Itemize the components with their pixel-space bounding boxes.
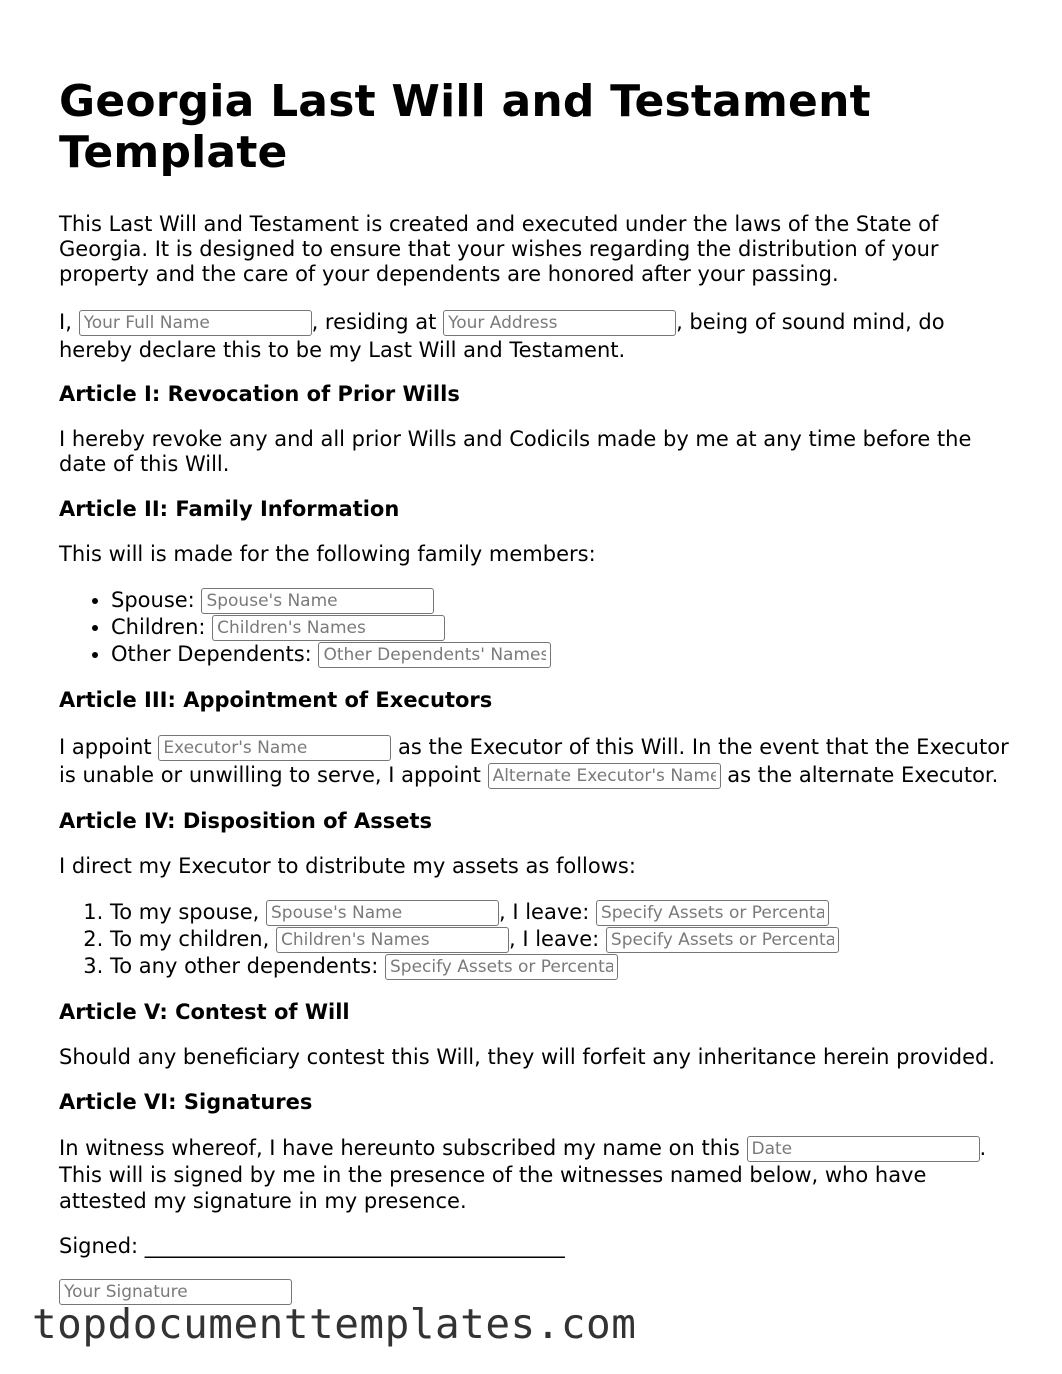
other-dependents-input[interactable]: [318, 642, 551, 668]
spouse-name-assets-input[interactable]: [266, 900, 499, 926]
dependents-assets-input[interactable]: [385, 954, 618, 980]
list-item: [110, 953, 1009, 980]
witness-text-2: . This will is signed by me in the presence of the witnesses named below, who have attested my signature in my presence.: [59, 1136, 987, 1213]
spouse-label: Spouse:: [111, 588, 195, 612]
article1-heading: Article I: Revocation of Prior Wills: [59, 382, 460, 406]
declaration-paragraph: [59, 308, 1009, 364]
watermark: topdocumenttemplates.com: [32, 1300, 637, 1348]
list-item: [111, 641, 1009, 668]
article4-text: I direct my Executor to distribute my assets as follows:: [59, 854, 636, 878]
appoint-text: I appoint: [59, 735, 152, 759]
children-label: Children:: [111, 615, 206, 639]
article2-heading: Article II: Family Information: [59, 497, 400, 521]
witness-text: In witness whereof, I have hereunto subscribed my name on this: [59, 1136, 740, 1160]
spouse-name-input[interactable]: [201, 588, 434, 614]
children-names-assets-input[interactable]: [276, 927, 509, 953]
assets-list: [59, 899, 1009, 980]
page-title: Georgia Last Will and Testament Template: [59, 76, 871, 178]
executor-name-input[interactable]: [158, 735, 391, 761]
article5-heading: Article V: Contest of Will: [59, 1000, 350, 1024]
full-name-input[interactable]: [79, 310, 312, 336]
dependents-assets-label: To any other dependents:: [110, 954, 379, 978]
article5-text: Should any beneficiary contest this Will, they will forfeit any inheritance herein provided.: [59, 1045, 996, 1069]
children-names-input[interactable]: [212, 615, 445, 641]
article2-text: This will is made for the following family members:: [59, 542, 596, 566]
intro-paragraph: This Last Will and Testament is created and executed under the laws of the State of Georgia. It is designed to ensure that your wishes regarding the distribution of your property and the care of your dependents are honored after your passing.: [59, 212, 939, 286]
children-assets-input[interactable]: [606, 927, 839, 953]
article1-text: I hereby revoke any and all prior Wills and Codicils made by me at any time before the date of this Will.: [59, 427, 972, 476]
alternate-text: as the alternate Executor.: [727, 763, 999, 787]
article4-heading: Article IV: Disposition of Assets: [59, 809, 432, 833]
list-item: [111, 614, 1009, 641]
list-item: [111, 587, 1009, 614]
declaration-prefix: I,: [59, 310, 72, 334]
address-input[interactable]: [443, 310, 676, 336]
spouse-assets-label: To my spouse,: [110, 900, 260, 924]
list-item: [110, 926, 1009, 953]
declaration-suffix: , being of sound mind, do hereby declare this to be my Last Will and Testament.: [59, 310, 945, 362]
family-list: [59, 587, 1009, 668]
signed-line: Signed: ________________________________________: [59, 1234, 565, 1258]
children-assets-label: To my children,: [110, 927, 270, 951]
executor-text: as the Executor of this Will. In the event that the Executor is unable or unwilling to serve, I appoint: [59, 735, 1009, 787]
declaration-residing: , residing at: [311, 310, 437, 334]
date-input[interactable]: [747, 1136, 980, 1162]
alternate-executor-input[interactable]: [488, 763, 721, 789]
leave-text: , I leave:: [508, 927, 600, 951]
other-dependents-label: Other Dependents:: [111, 642, 312, 666]
document-page: [59, 76, 1009, 1305]
list-item: [110, 899, 1009, 926]
article6-heading: Article VI: Signatures: [59, 1090, 313, 1114]
article6-text: [59, 1135, 1009, 1214]
article3-text: [59, 733, 1009, 789]
article3-heading: Article III: Appointment of Executors: [59, 688, 493, 712]
leave-text: , I leave:: [499, 900, 590, 924]
spouse-assets-input[interactable]: [596, 900, 829, 926]
